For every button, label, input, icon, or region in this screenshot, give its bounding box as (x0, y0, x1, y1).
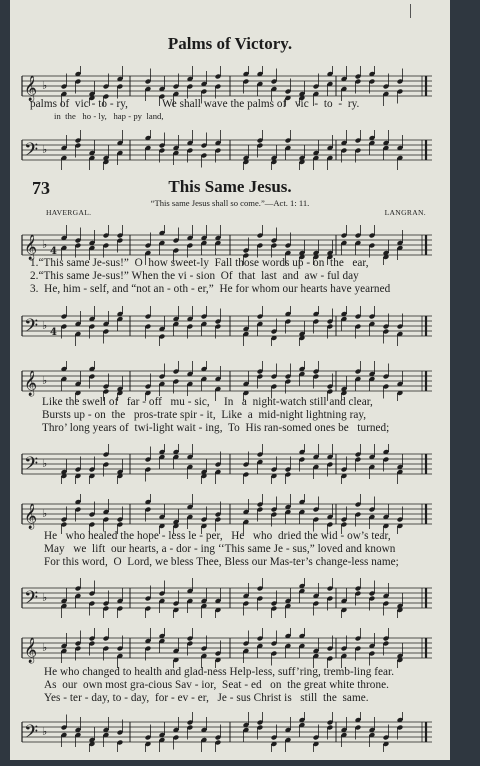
hymn-title: This Same Jesus. (168, 177, 292, 196)
music-staff-graphic (18, 494, 436, 534)
svg-text:♭: ♭ (42, 374, 48, 387)
svg-text:♭: ♭ (42, 319, 48, 332)
svg-text:𝄢: 𝄢 (24, 722, 39, 747)
svg-text:𝄢: 𝄢 (24, 588, 39, 613)
music-by: LANGRAN. (384, 208, 426, 217)
hymn-number: 73 (32, 178, 50, 198)
svg-text:𝄞: 𝄞 (24, 504, 38, 529)
svg-text:♭: ♭ (42, 457, 48, 470)
svg-text:𝄞: 𝄞 (24, 235, 38, 260)
lyric-line: palms of vic - to - ry, We shall wave the palms of vic - to - ry. (30, 98, 360, 110)
prev-hymn-title: Palms of Victory. (167, 34, 293, 53)
music-staff-graphic (18, 361, 436, 401)
staff-bass (18, 306, 436, 346)
svg-text:𝄞: 𝄞 (24, 371, 38, 396)
svg-text:𝄢: 𝄢 (24, 140, 39, 165)
svg-text:♭: ♭ (42, 238, 48, 251)
svg-text:♭: ♭ (42, 725, 48, 738)
svg-text:𝄢: 𝄢 (24, 316, 39, 341)
hymnal-page (10, 0, 450, 760)
lyric-line: Bursts up - on the pros-trate spir - it, Like a mid-night lightning ray, (42, 409, 367, 421)
lyric-line: Thro’ long years of twi-light wait - ing, To His ran-somed ones be turned; (42, 422, 390, 434)
staff-bass (18, 444, 436, 484)
scripture-reference: “This same Jesus shall so come.”—Act. 1: 11. (150, 198, 310, 208)
staff-bass (18, 712, 436, 752)
lyric-line: 3. He, him - self, and “not an - oth - er,” He for whom our hearts have yearned (30, 283, 391, 295)
lyric-line: Like the swell of far - off mu - sic, In a night-watch still and clear, (42, 396, 373, 408)
lyric-line: He who changed to health and glad-ness Help-less, suff’ring, tremb-ling fear. (44, 666, 395, 678)
svg-text:𝄞: 𝄞 (24, 76, 38, 101)
lyric-line: As our own most gra-cious Sav - ior, Seat - ed on the great white throne. (44, 679, 389, 691)
svg-text:𝄢: 𝄢 (24, 454, 39, 479)
lyric-line: in the ho - ly, hap - py land, (54, 111, 164, 121)
music-staff-graphic (18, 628, 436, 668)
staff-treble (18, 628, 436, 668)
svg-text:4: 4 (50, 327, 57, 338)
music-staff-graphic (18, 130, 436, 170)
svg-text:♭: ♭ (42, 507, 48, 520)
page-edge-mark (410, 4, 411, 18)
staff-treble (18, 494, 436, 534)
svg-text:𝄞: 𝄞 (24, 638, 38, 663)
music-staff-graphic (18, 306, 436, 346)
staff-treble (18, 361, 436, 401)
svg-text:♭: ♭ (42, 591, 48, 604)
music-staff-graphic (18, 712, 436, 752)
words-by: HAVERGAL. (46, 208, 92, 217)
lyric-line: He who healed the hope - less le - per, He who dried the wid - ow’s tear, (44, 530, 391, 542)
music-staff-graphic (18, 444, 436, 484)
lyric-line: For this word, O Lord, we bless Thee, Bless our Mas-ter’s change-less name; (44, 556, 399, 568)
lyric-line: 1.“This same Je-sus!” O how sweet-ly Fall those words up - on the ear, (30, 257, 369, 269)
staff-bass (18, 130, 436, 170)
lyric-line: May we lift our hearts, a - dor - ing ‘‘This same Je - sus,” loved and known (44, 543, 396, 555)
svg-text:4: 4 (50, 246, 57, 257)
lyric-line: Yes - ter - day, to - day, for - ev - er, Je - sus Christ is still the same. (44, 692, 369, 704)
svg-text:♭: ♭ (42, 143, 48, 156)
svg-text:♭: ♭ (42, 79, 48, 92)
music-staff-graphic (18, 578, 436, 618)
svg-text:♭: ♭ (42, 641, 48, 654)
lyric-line: 2.“This same Je-sus!” When the vi - sion Of that last and aw - ful day (30, 270, 359, 282)
staff-bass (18, 578, 436, 618)
